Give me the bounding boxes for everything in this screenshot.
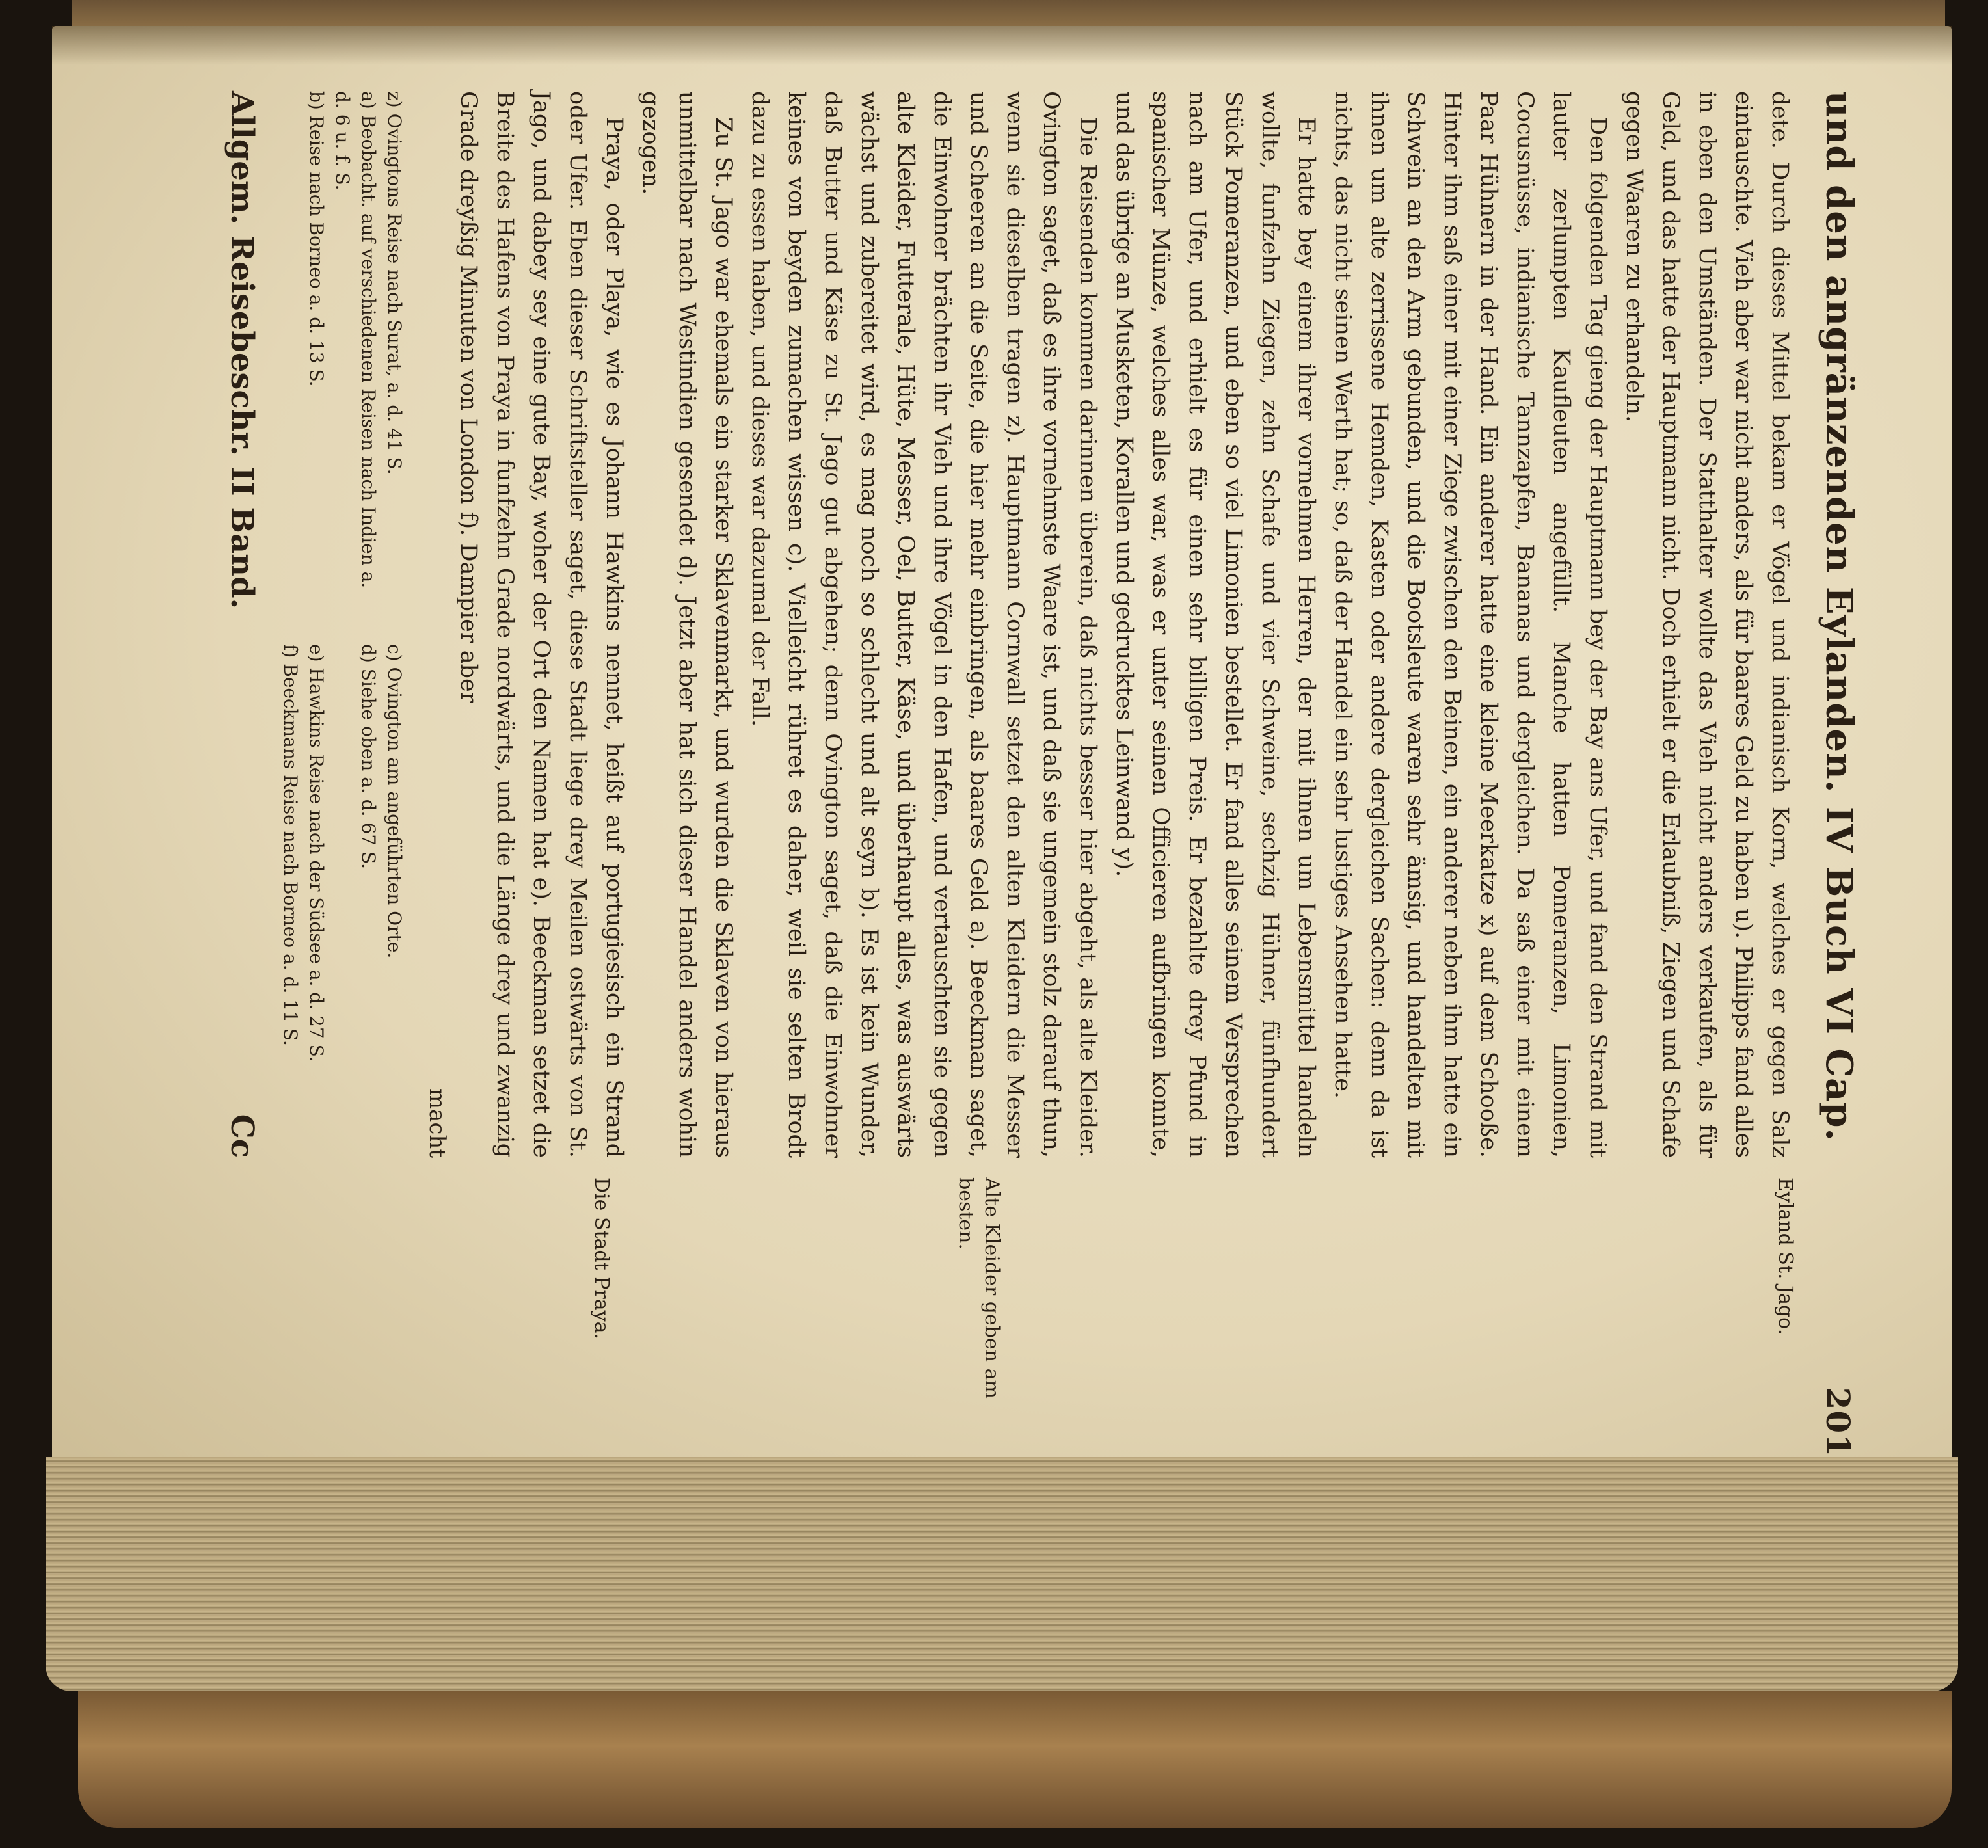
footnotes (277, 91, 407, 1158)
page-header (1818, 91, 1860, 1457)
footnote: z) Ovingtons Reise nach Surat, a. d. 41 S. (384, 91, 405, 475)
paragraph: Er hatte bey einem ihrer vornehmen Herren, der mit ihnen um Lebensmittel handeln wollte, funfzehn Ziegen, zehn Schafe und vier Schweine, sechzig Hühner, fünfhundert Stück Pomeranzen, und eben so viel Limonien bestellet. Er fand alles seinem Versprechen nach am Ufer, und erhielt es für einen sehr billigen Preis. Er bezahlte drey Pfund in spanischer Münze, welches alles war, was er unter seinen Officieren aufbringen konnte, und das übrige an Musketen, Korallen und gedrucktes Leinwand y). (1111, 91, 1319, 1158)
footnote: c) Ovington am angeführten Orte. (384, 644, 405, 959)
footnote: f) Beeckmans Reise nach Borneo a. d. 11 S. (280, 644, 301, 1046)
paragraph: Zu St. Jago war ehemals ein starker Sklavenmarkt, und wurden die Sklaven von hieraus unmittelbar nach Westindien gesendet d). Jetzt aber hat sich dieser Handel anders wohin gezogen. (638, 91, 736, 1158)
footnote: a) Beobacht. auf verschiedenen Reisen nach Indien a. d. 6 u. f. S. (332, 91, 379, 589)
page-block-edge (46, 1457, 1958, 1691)
paragraph: dete. Durch dieses Mittel bekam er Vögel und indianisch Korn, welches er gegen Salz eintauschte. Vieh aber war nicht anders, als für baares Geld zu haben u). Philipps fand alles in eben den Umständen. Der Statthalter wollte das Vieh nicht anders verkaufen, als für Geld, und das hatte der Hauptmann nicht. Doch erhielt er die Erlaubniß, Ziegen und Schafe gegen Waaren zu erhandeln. (1621, 91, 1793, 1158)
main-column (224, 91, 1798, 1158)
running-title: und den angränzenden Eylanden. IV Buch VI Cap. (1818, 91, 1860, 1142)
margin-note: Alte Kleider geben am besten. (954, 1177, 1003, 1399)
sheet-mark: Cc (224, 1114, 260, 1158)
catchword-row (424, 91, 450, 1158)
paragraph: Praya, oder Playa, wie es Johann Hawkins nennet, heißt auf portugiesisch ein Strand oder Ufer. Eben dieser Schriftsteller saget, diese Stadt liege drey Meilen ostwärts von St. Jago, und dabey sey eine gute Bay, woher der Ort den Namen hat e). Beeckman setzet die Breite des Hafens von Praya in funfzehn Grade nordwärts, und die Länge drey und zwanzig Grade dreyßig Minuten von London f). Dampier aber (455, 91, 627, 1158)
footnote: d) Siehe oben a. d. 67 S. (358, 644, 379, 870)
gutter-shadow (52, 26, 1952, 65)
rotated-text-block (224, 91, 1860, 1457)
body (224, 91, 1798, 1457)
margin-note: Die Stadt Praya. (590, 1177, 613, 1340)
page-footer (224, 91, 260, 1158)
book-spine (78, 1691, 1952, 1828)
volume-signature: Allgem. Reisebeschr. II Band. (224, 91, 260, 609)
footnote: b) Reise nach Borneo a. d. 13 S. (306, 91, 327, 387)
catchword: macht (424, 1088, 450, 1158)
footnote: e) Hawkins Reise nach der Südsee a. d. 27 S. (306, 644, 327, 1062)
paragraph: Die Reisenden kommen darinnen überein, daß nichts besser hier abgeht, als alte Kleider. Ovington saget, daß es ihre vornehmste Waare ist, und daß sie ungemein stolz darauf thun, wenn sie dieselben tragen z). Hauptmann Cornwall setzet den alten Kleidern die Messer und Scheeren an die Seite, die hier mehr einbringen, als baares Geld a). Beeckman saget, die Einwohner brächten ihr Vieh und ihre Vögel in den Hafen, und vertauschten sie gegen alte Kleider, Futterale, Hüte, Messer, Oel, Butter, Käse, und überhaupt alles, was auswärts wächst und zubereitet wird, es mag noch so schlecht und alt seyn b). Es ist kein Wunder, daß Butter und Käse zu St. Jago gut abgehen; denn Ovington saget, daß die Einwohner keines von beyden zumachen wissen c). Vielleicht rühret es daher, weil sie selten Brodt dazu zu essen haben, und dieses war dazumal der Fall. (747, 91, 1101, 1158)
page-number: 201 (1819, 1387, 1857, 1457)
margin-column (224, 1158, 1798, 1457)
footnote (277, 91, 303, 605)
margin-note: Eyland St. Jago. (1774, 1177, 1797, 1335)
paragraph: Den folgenden Tag gieng der Hauptmann bey der Bay ans Ufer, und fand den Strand mit lauter zerlumpten Kaufleuten angefüllt. Manche hatten Pomeranzen, Limonien, Cocusnüsse, indianische Tannzapfen, Bananas und dergleichen. Da saß einer mit einem Paar Hühnern in der Hand. Ein anderer hatte eine kleine Meerkatze x) auf dem Schooße. Hinter ihm saß einer mit einer Ziege zwischen den Beinen, ein anderer neben ihm hatte ein Schwein an den Arm gebunden, und die Bootsleute waren sehr ämsig, und handelten mit ihnen um alte zerrissene Hemden, Kasten oder andere dergleichen Sachen: denn da ist nichts, das nicht seinen Werth hat; so, daß der Handel ein sehr lustiges Ansehen hatte. (1330, 91, 1611, 1158)
